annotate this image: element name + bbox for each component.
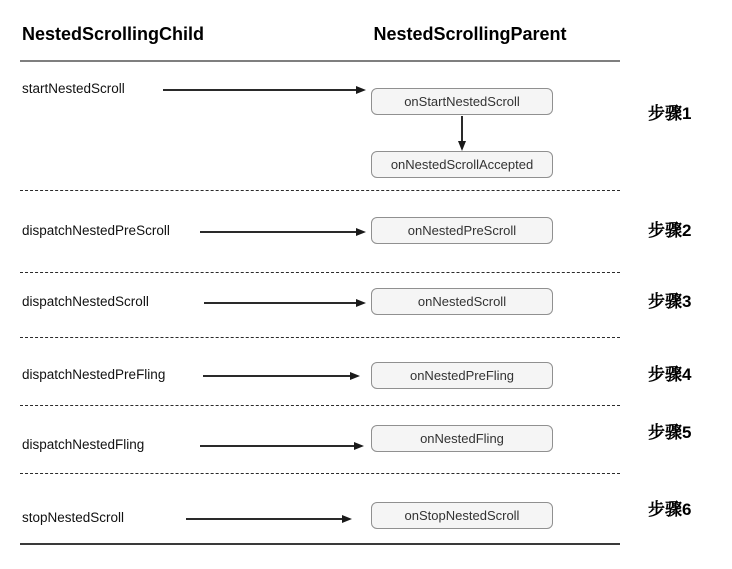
child-method-stopNestedScroll: stopNestedScroll <box>22 510 125 525</box>
parent-callback-onNestedPreScroll: onNestedPreScroll <box>371 217 553 244</box>
child-method-dispatchNestedScroll: dispatchNestedScroll <box>22 294 149 309</box>
parent-callback-onNestedScrollAccepted: onNestedScrollAccepted <box>371 151 553 178</box>
child-method-dispatchNestedFling: dispatchNestedFling <box>22 437 145 452</box>
arrow-right-icon <box>186 518 343 520</box>
step-divider <box>20 473 620 474</box>
column-header-child: NestedScrollingChild <box>22 24 205 44</box>
step-label-6: 步骤6 <box>648 500 692 519</box>
parent-callback-onNestedScroll: onNestedScroll <box>371 288 553 315</box>
column-header-parent: NestedScrollingParent <box>373 24 567 44</box>
parent-callback-onStopNestedScroll: onStopNestedScroll <box>371 502 553 529</box>
arrow-right-icon <box>200 231 357 233</box>
parent-callback-onNestedPreFling: onNestedPreFling <box>371 362 553 389</box>
step-label-5: 步骤5 <box>648 423 692 442</box>
step-divider <box>20 190 620 191</box>
bottom-rule-divider <box>20 543 620 545</box>
arrow-down-icon <box>461 116 463 142</box>
step-divider <box>20 337 620 338</box>
step-divider <box>20 405 620 406</box>
parent-callback-onNestedFling: onNestedFling <box>371 425 553 452</box>
child-method-dispatchNestedPreFling: dispatchNestedPreFling <box>22 367 166 382</box>
step-label-3: 步骤3 <box>648 292 692 311</box>
arrow-right-icon <box>163 89 357 91</box>
step-divider <box>20 272 620 273</box>
top-rule-divider <box>20 60 620 62</box>
child-method-dispatchNestedPreScroll: dispatchNestedPreScroll <box>22 223 170 238</box>
parent-callback-onStartNestedScroll: onStartNestedScroll <box>371 88 553 115</box>
step-label-2: 步骤2 <box>648 221 692 240</box>
arrow-right-icon <box>200 445 355 447</box>
child-method-startNestedScroll: startNestedScroll <box>22 81 125 96</box>
arrow-right-icon <box>204 302 357 304</box>
arrow-right-icon <box>203 375 351 377</box>
step-label-4: 步骤4 <box>648 365 692 384</box>
step-label-1: 步骤1 <box>648 104 692 123</box>
